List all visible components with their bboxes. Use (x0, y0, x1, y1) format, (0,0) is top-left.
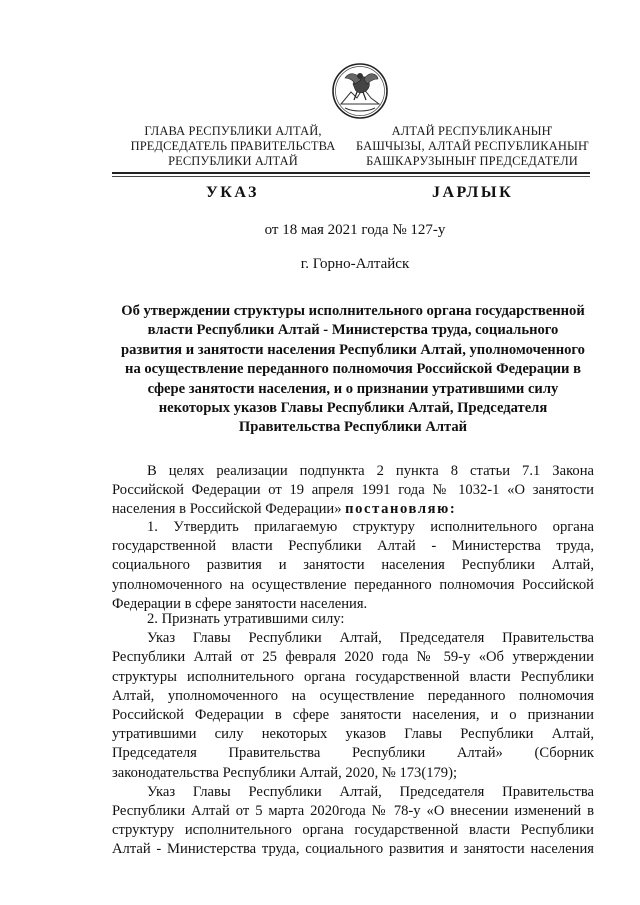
title-ukaz: УКАЗ (206, 184, 259, 201)
header-right-line-3: БАШКАРУЗЫНЫҤ ПРЕДСЕДАТЕЛИ (366, 154, 578, 168)
item-2a-line: Алтай, уполномоченного на осуществление переданного полномочия (112, 687, 594, 704)
item-1-line: социального развития и занятости населения Республики Алтай, (112, 557, 594, 574)
item-2b-line: Алтай - Министерства труда, социального развития и занятости населения (112, 841, 594, 858)
subject-line: Об утверждении структуры исполнительного органа государственной (121, 303, 585, 319)
coat-of-arms-emblem (331, 62, 389, 120)
item-2b-line: Республики Алтай от 5 марта 2020года № 78-у «О внесении изменений в (112, 803, 594, 820)
header-right-block (356, 124, 588, 169)
item-2a-line: Республики Алтай от 25 февраля 2020 года № 59-у «Об утверждении (112, 649, 594, 666)
item-2a-line: Председателя Правительства Республики Алтай» (Сборник (112, 745, 594, 762)
subject-line: некоторых указов Главы Республики Алтай, Председателя (158, 400, 548, 417)
header-left-block (128, 124, 338, 169)
item-2-heading: 2. Признать утратившими силу: (147, 611, 345, 627)
preamble-line: Российской Федерации от 19 апреля 1991 года № 1032-1 «О занятости (112, 482, 594, 499)
document-city: г. Горно-Алтайск (300, 256, 410, 272)
header-right-line-2: БАШЧЫЗЫ, АЛТАЙ РЕСПУБЛИКАНЫҤ (356, 139, 589, 153)
item-2a-line: структуры исполнительного органа государственной власти Республики (112, 668, 594, 685)
item-1-line: Федерации в сфере занятости населения. (112, 595, 368, 612)
item-1-line: уполномоченного на осуществление переданного полномочия Российской (112, 576, 594, 593)
header-divider-thick (112, 172, 590, 174)
item-2b-line: Указ Главы Республики Алтай, Председателя Правительства (147, 783, 594, 800)
item-2a-line: Указ Главы Республики Алтай, Председателя Правительства (147, 630, 594, 647)
header-divider-thin (112, 176, 590, 177)
item-1-paragraph (112, 518, 594, 614)
subject-line: развития и занятости населения Республики Алтай, уполномоченного (121, 341, 585, 358)
item-2b-line: структуру исполнительного органа государственной власти Республики (112, 822, 594, 839)
preamble-line-text: населения в Российской Федерации» (112, 501, 342, 518)
item-1-line: 1. Утвердить прилагаемую структуру исполнительного органа (147, 519, 594, 535)
item-2a-line: законодательства Республики Алтай, 2020, № 173(179); (112, 764, 458, 781)
document-subject (112, 302, 594, 438)
preamble-line: В целях реализации подпункта 2 пункта 8 статьи 7.1 Закона (147, 463, 594, 479)
document-date-number: от 18 мая 2021 года № 127-у (264, 222, 446, 238)
header-right-line-1: АЛТАЙ РЕСПУБЛИКАНЫҤ (391, 124, 553, 138)
item-1-line: государственной власти Республики Алтай - Министерства труда, (112, 538, 594, 555)
title-jarlyk: ЈАРЛЫК (432, 184, 514, 201)
item-2-paragraph (112, 610, 594, 860)
preamble-line-last (112, 500, 594, 519)
preamble-paragraph (112, 462, 594, 520)
subject-line: на осуществление переданного полномочия Российской Федерации в (125, 361, 581, 378)
header-left-line-3: РЕСПУБЛИКИ АЛТАЙ (168, 154, 298, 168)
decree-word: постановляю: (345, 501, 457, 518)
subject-line: сфере занятости населения, и о признании утратившими силу (147, 380, 559, 397)
item-2a-line: утратившими силу некоторых указов Главы Республики Алтай, (112, 726, 594, 743)
subject-line: власти Республики Алтай - Министерства труда, социального (147, 322, 559, 339)
header-left-line-1: ГЛАВА РЕСПУБЛИКИ АЛТАЙ, (144, 124, 322, 138)
item-2a-line: Российской Федерации в сфере занятости населения, и о признании (112, 707, 594, 724)
subject-line: Правительства Республики Алтай (238, 419, 468, 436)
header-left-line-2: ПРЕДСЕДАТЕЛЬ ПРАВИТЕЛЬСТВА (130, 139, 336, 153)
